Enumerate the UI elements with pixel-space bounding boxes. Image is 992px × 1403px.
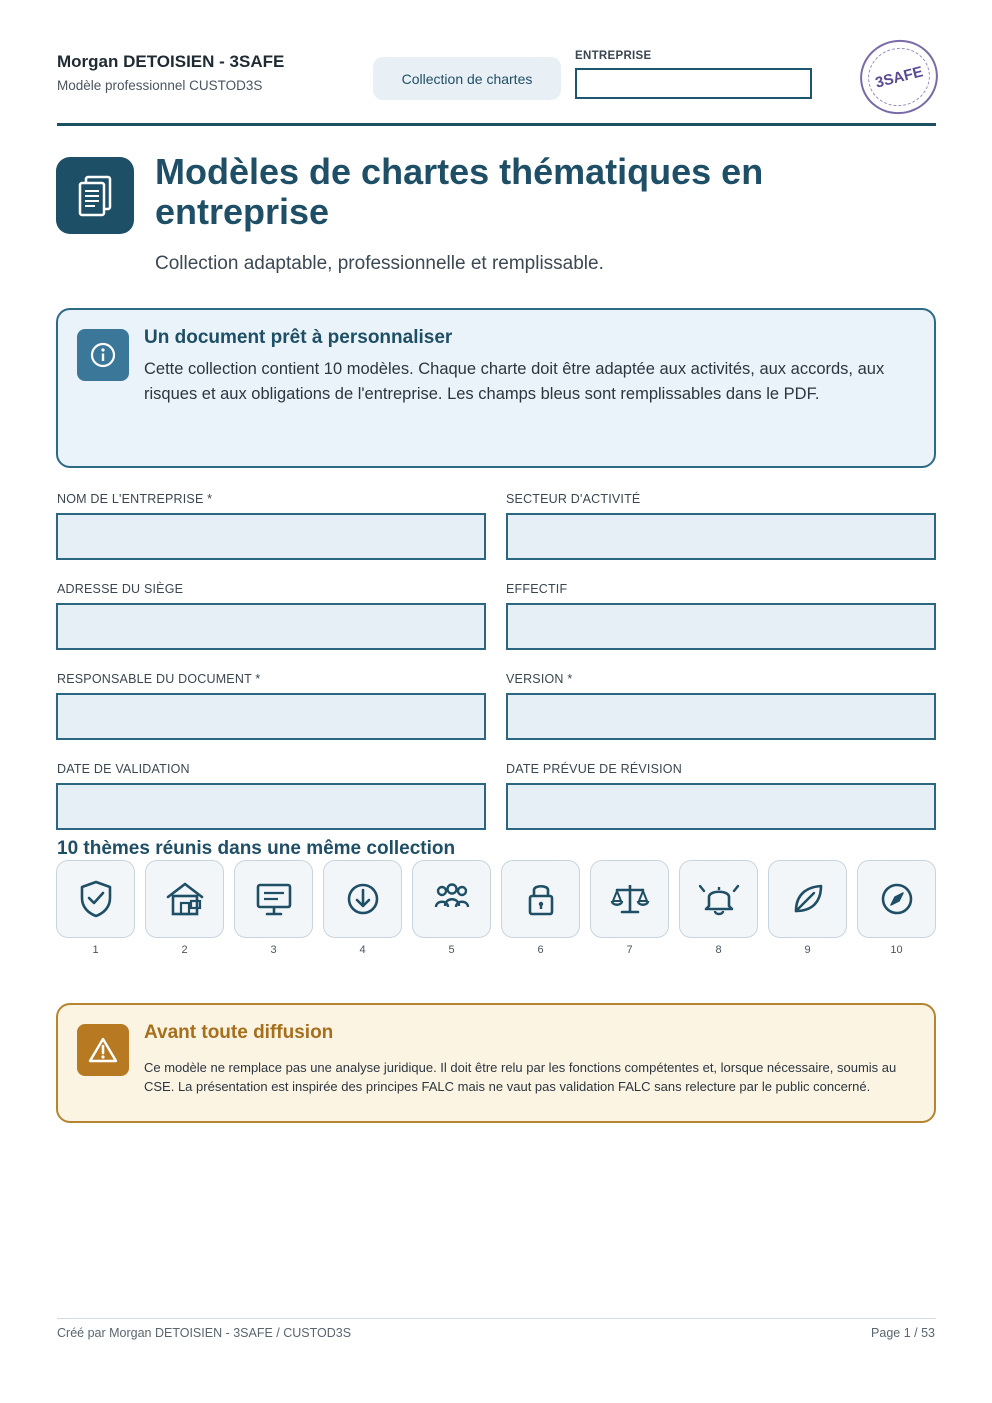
theme-tile-1[interactable] [56,860,135,938]
padlock-icon [521,878,561,920]
warning-body: Ce modèle ne remplace pas une analyse juridique. Il doit être relu par les fonctions compétentes et, lorsque nécessaire, soumis au CSE. La présentation est inspirée des principes FALC mais ne vaut pas validation FALC sans relecture par le public concerné. [144,1060,897,1094]
document-owner-label: RESPONSABLE DU DOCUMENT * [57,672,261,686]
house-icon [164,879,206,919]
address-label: ADRESSE DU SIÈGE [57,582,184,596]
company-name-label: NOM DE L'ENTREPRISE * [57,492,213,506]
theme-number: 8 [715,944,722,956]
version-field[interactable] [506,693,936,740]
info-panel [56,308,936,468]
collection-button[interactable]: Collection de chartes [373,57,561,100]
company-name-field[interactable] [56,513,486,560]
theme-number: 3 [270,944,277,956]
theme-tile-4[interactable] [323,860,402,938]
theme-tile-9[interactable] [768,860,847,938]
document-owner-field[interactable] [56,693,486,740]
bell-alert-icon [695,878,743,920]
header-divider [57,123,936,126]
theme-tile-3[interactable] [234,860,313,938]
monitor-icon [253,879,295,919]
people-group-icon [430,879,474,919]
warning-triangle-icon [77,1024,129,1076]
theme-tile-8[interactable] [679,860,758,938]
footer-divider [57,1318,936,1319]
sector-label: SECTEUR D'ACTIVITÉ [506,492,641,506]
theme-number: 6 [537,944,544,956]
themes-heading: 10 thèmes réunis dans une même collection [57,838,456,859]
theme-tile-5[interactable] [412,860,491,938]
warning-title: Avant toute diffusion [144,1022,334,1043]
address-field[interactable] [56,603,486,650]
theme-tile-2[interactable] [145,860,224,938]
theme-tile-7[interactable] [590,860,669,938]
headcount-field[interactable] [506,603,936,650]
page-subtitle: Collection adaptable, professionnelle et remplissable. [155,253,604,274]
document-stack-icon [56,157,134,234]
balance-scale-icon [608,879,652,919]
page-number: Page 1 / 53 [871,1326,935,1340]
theme-number: 9 [804,944,811,956]
theme-number: 7 [626,944,633,956]
theme-number: 2 [181,944,188,956]
revision-date-field[interactable] [506,783,936,830]
entreprise-field[interactable] [575,68,812,99]
revision-date-label: DATE PRÉVUE DE RÉVISION [506,762,682,776]
leaf-icon [788,879,828,919]
version-label: VERSION * [506,672,573,686]
theme-number: 10 [890,944,903,956]
warning-panel [56,1003,936,1123]
stamp-text: 3SAFE [873,62,925,92]
shield-check-icon [76,878,116,920]
model-subtitle: Modèle professionnel CUSTOD3S [57,78,263,93]
entreprise-label: ENTREPRISE [575,50,652,62]
theme-number: 1 [92,944,99,956]
sector-field[interactable] [506,513,936,560]
compass-icon [877,879,917,919]
info-title: Un document prêt à personnaliser [144,327,453,348]
theme-tile-6[interactable] [501,860,580,938]
theme-number: 5 [448,944,455,956]
info-body: Cette collection contient 10 modèles. Chaque charte doit être adaptée aux activités, aux accords, aux risques et aux obligations de l'entreprise. Les champs bleus sont remplissables dans le PDF. [144,360,885,403]
author-name: Morgan DETOISIEN - 3SAFE [57,52,285,71]
theme-number: 4 [359,944,366,956]
validation-date-label: DATE DE VALIDATION [57,762,190,776]
headcount-label: EFFECTIF [506,582,568,596]
footer-credit: Créé par Morgan DETOISIEN - 3SAFE / CUSTOD3S [57,1326,352,1340]
info-icon [77,329,129,381]
theme-tile-10[interactable] [857,860,936,938]
company-stamp [852,32,946,123]
page-title: Modèles de chartes thématiques en entreprise [155,151,764,232]
validation-date-field[interactable] [56,783,486,830]
download-circle-icon [343,879,383,919]
